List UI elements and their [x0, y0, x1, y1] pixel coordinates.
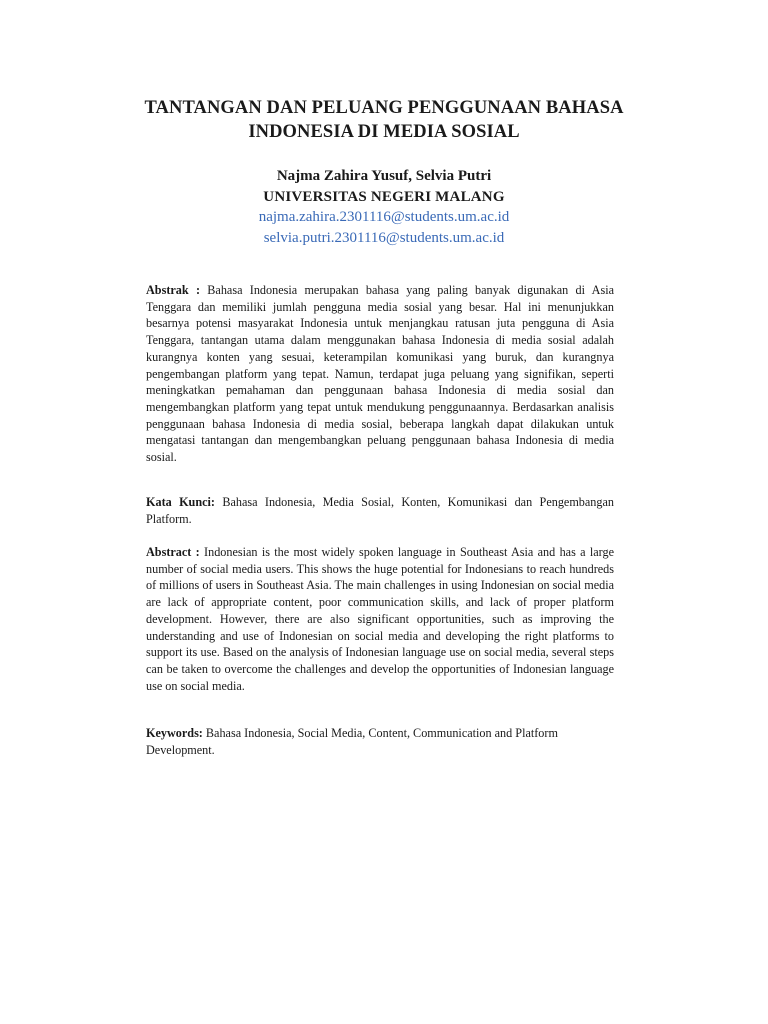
keywords-paragraph: [146, 725, 614, 758]
abstrak-text: Bahasa Indonesia merupakan bahasa yang paling banyak digunakan di Asia Tenggara dan memiliki jumlah pengguna media sosial yang besar. Hal ini menunjukkan besarnya potensi masyarakat Indonesia untuk menjangkau ratusan juta pengguna di Asia Tenggara, tantangan utama dalam menggunakan bahasa Indonesia di media sosial adalah kurangnya konten yang sesuai, keterampilan komunikasi yang buruk, dan kurangnya pengembangan platform yang tepat. Namun, terdapat juga peluang yang signifikan, seperti meningkatkan pemahaman dan penggunaan bahasa Indonesia di media sosial dan mengembangkan platform yang tepat untuk mendukung penggunaannya. Berdasarkan analisis penggunaan bahasa Indonesia di media sosial, beberapa langkah dapat dilakukan untuk mengatasi tantangan dan mengembangkan peluang penggunaan bahasa Indonesia di media sosial.: [146, 283, 614, 465]
kata-kunci-text: Bahasa Indonesia, Media Sosial, Konten, Komunikasi dan Pengembangan Platform.: [146, 495, 614, 526]
affiliation: UNIVERSITAS NEGERI MALANG: [263, 188, 505, 205]
abstract-paragraph: [146, 544, 614, 694]
author-email-2[interactable]: selvia.putri.2301116@students.um.ac.id: [263, 229, 505, 246]
abstract-text: Indonesian is the most widely spoken language in Southeast Asia and has a large number of social media users. This shows the huge potential for Indonesians to reach hundreds of millions of users in Southeast Asia. The main challenges in using Indonesian on social media are lack of appropriate content, poor communication skills, and lack of proper platform development. However, there are also significant opportunities, such as improving the understanding and use of Indonesian on social media and developing the right platforms to support its use. Based on the analysis of Indonesian language use on social media, several steps can be taken to overcome the challenges and develop the opportunities of Indonesian language use on social media.: [146, 545, 614, 693]
paper-title-line-2: INDONESIA DI MEDIA SOSIAL: [248, 122, 520, 142]
abstrak-paragraph: [146, 282, 614, 466]
keywords-label: Keywords:: [146, 726, 203, 740]
author-email-1[interactable]: najma.zahira.2301116@students.um.ac.id: [258, 209, 510, 225]
abstrak-label: Abstrak :: [146, 283, 201, 297]
author-block: [100, 166, 668, 248]
author-names: Najma Zahira Yusuf, Selvia Putri: [276, 168, 492, 184]
paper-title-line-1: TANTANGAN DAN PELUANG PENGGUNAAN BAHASA: [144, 98, 624, 118]
paper-title: [100, 96, 668, 144]
kata-kunci-label: Kata Kunci:: [146, 495, 215, 509]
kata-kunci-paragraph: [146, 494, 614, 527]
abstract-label: Abstract :: [146, 545, 200, 559]
keywords-text: Bahasa Indonesia, Social Media, Content, Communication and Platform Development.: [146, 726, 558, 757]
